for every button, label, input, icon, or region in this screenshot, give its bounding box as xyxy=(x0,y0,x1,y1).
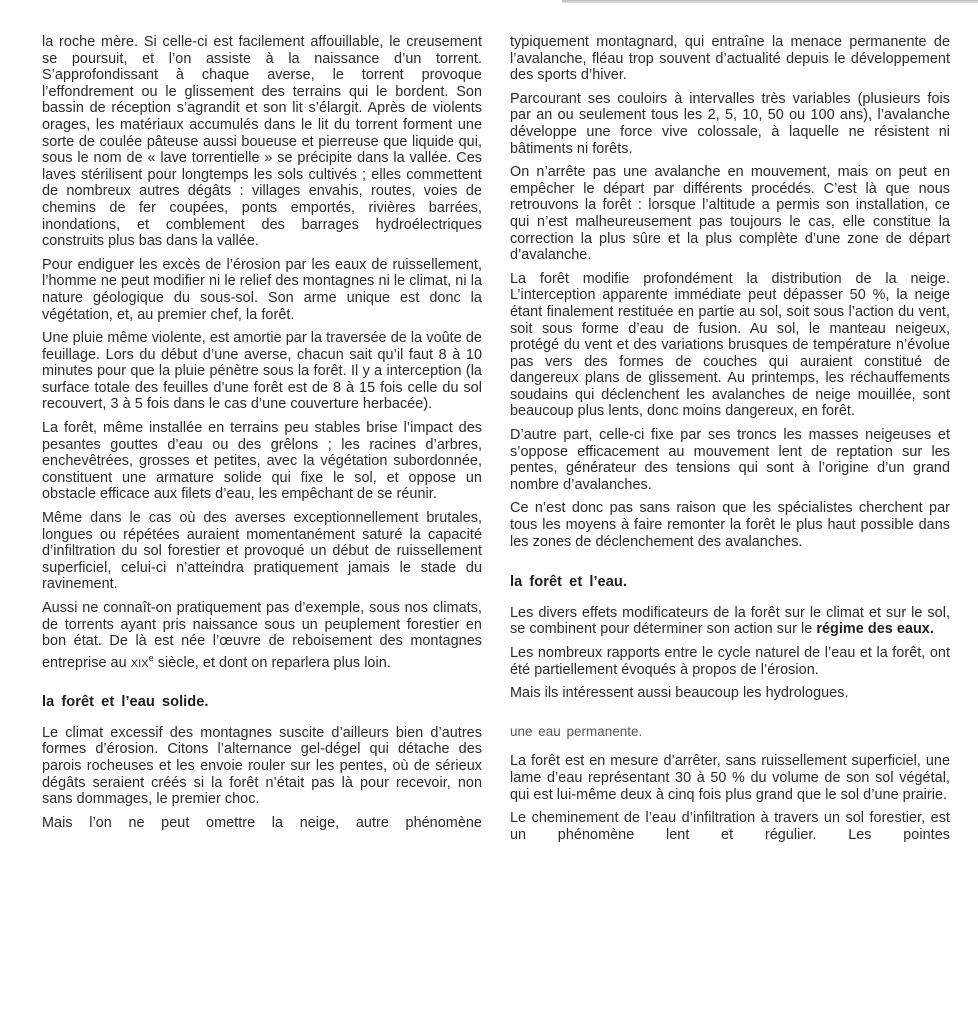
paragraph: La forêt est en mesure d’arrêter, sans ruissellement superficiel, une lame d’eau représentant 30 à 50 % du volume de son sol végétal, qui est lui-même deux à cinq fois plus grand que le sol d’une prairie. xyxy=(510,753,950,803)
paragraph xyxy=(510,605,950,638)
paragraph: Mais l’on ne peut omettre la neige, autre phénomène xyxy=(42,814,482,831)
paragraph: Parcourant ses couloirs à intervalles très variables (plusieurs fois par an ou seulement tous les 2, 5, 10, 50 ou 100 ans), l’avalanche développe une force vive colossale, à laquelle ne résistent ni bâtiments ni forêts. xyxy=(510,90,950,157)
right-column xyxy=(510,34,950,850)
section-heading: la forêt et l’eau. xyxy=(510,574,627,591)
paragraph: la roche mère. Si celle-ci est facilement affouillable, le creusement se poursuit, et l’on assiste à la naissance d’un torrent. S’approfondissant à chaque averse, le torrent provoque l’effondrement ou le glissement des terrains qui le bordent. Son bassin de réception s’agrandit et son lit s’élargit. Après de violents orages, les matériaux accumulés dans le lit du torrent forment une sorte de coulée pâteuse aussi boueuse et pierreuse que liquide qui, sous le nom de « lave torrentielle » se précipite dans la vallée. Ces laves stérilisent pour longtemps les sols cultivés ; elles commettent de nombreux autres dégâts : villages envahis, routes, voies de chemins de fer coupées, ponts emportés, rivières barrées, inondations, et comblement des barrages hydroélectriques construits plus bas dans la vallée. xyxy=(42,34,482,250)
paragraph-text: Aussi ne connaît-on pratiquement pas d’exemple, sous nos climats, de torrents ayant pris naissance sous un peuplement forestier en bon état. De là est née l’œuvre de reboisement des montagnes entreprise au xyxy=(42,600,482,671)
bold-term: régime des eaux. xyxy=(816,621,934,638)
paragraph: Ce n’est donc pas sans raison que les spécialistes cherchent par tous les moyens à faire remonter la forêt le plus haut possible dans les zones de déclenchement des avalanches. xyxy=(510,500,950,550)
paragraph xyxy=(42,600,482,672)
century-numeral: XIX xyxy=(130,657,149,670)
paragraph: typiquement montagnard, qui entraîne la menace permanente de l’avalanche, fléau trop souvent d’actualité depuis le développement des sports d’hiver. xyxy=(510,34,950,84)
century-superscript: e xyxy=(148,652,154,663)
paragraph: Le cheminement de l’eau d’infiltration à travers un sol forestier, est un phénomène lent et régulier. Les pointes xyxy=(510,810,950,843)
subheading: une eau permanente. xyxy=(510,723,643,739)
paragraph: La forêt modifie profondément la distribution de la neige. L’interception apparente immédiate peut dépasser 50 %, la neige étant finalement restituée en partie au sol, soit sous l’action du vent, soit sous forme d’eau de fusion. Au sol, le manteau neigeux, protégé du vent et des variations brusques de température n’évolue pas vers des formes de couches qui auraient constitué de dangereux plans de glissement. Au printemps, les réchauffements soudains qui déclenchent les avalanches de neige mouillée, sont beaucoup plus lents, donc moins dangereux, en forêt. xyxy=(510,270,950,420)
section-heading: la forêt et l’eau solide. xyxy=(42,694,209,711)
top-rule-line xyxy=(562,0,978,3)
left-column xyxy=(42,34,482,838)
paragraph: Le climat excessif des montagnes suscite d’ailleurs bien d’autres formes d’érosion. Citons l’alternance gel-dégel qui détache des parois rocheuses et les envoie rouler sur les pentes, où de sérieux dégâts seraient créés si la forêt n’était pas là pour recevoir, non sans dommages, le premier choc. xyxy=(42,724,482,808)
paragraph: D’autre part, celle-ci fixe par ses troncs les masses neigeuses et s’oppose efficacement au mouvement lent de reptation sur les pentes, générateur des tensions qui sont à l’origine d’un grand nombre d’avalanches. xyxy=(510,427,950,493)
paragraph: La forêt, même installée en terrains peu stables brise l’impact des pesantes gouttes d’eau ou des grêlons ; les racines d’arbres, enchevêtrées, grosses et petites, avec la végétation subordonnée, constituent une armature solide qui fixe le sol, et oppose un obstacle efficace aux filets d’eau, les empêchant de se réunir. xyxy=(42,420,482,503)
paragraph: On n’arrête pas une avalanche en mouvement, mais on peut en empêcher le départ par différents procédés. C’est là que nous retrouvons la forêt : lorsque l’altitude a permis son installation, ce qui n’est malheureusement pas toujours le cas, elle constitue la correction la plus sûre et la plus complète d’une zone de départ d’avalanche. xyxy=(510,164,950,264)
paragraph: Pour endiguer les excès de l’érosion par les eaux de ruissellement, l’homme ne peut modifier ni le relief des montagnes ni le climat, ni la nature géologique du sous-sol. Son arme unique est donc la végétation, et, au premier chef, la forêt. xyxy=(42,256,482,323)
paragraph-text: siècle, et dont on reparlera plus loin. xyxy=(153,654,391,671)
paragraph-text: Les divers effets modificateurs de la forêt sur le climat et sur le sol, se combinent pour déterminer son action sur le xyxy=(510,604,950,638)
paragraph: Une pluie même violente, est amortie par la traversée de la voûte de feuillage. Lors du début d’une averse, chacun sait qu’il faut 8 à 10 minutes pour que la pluie pénètre sous la forêt. Il y a interception (la surface totale des feuilles d’une forêt est de 8 à 15 fois celle du sol recouvert, 3 à 5 fois dans le cas d’une couverture herbacée). xyxy=(42,330,482,413)
paragraph: Même dans le cas où des averses exceptionnellement brutales, longues ou répétées auraient momentanément saturé la capacité d’infiltration du sol forestier et provoqué un début de ruissellement superficiel, celui-ci n’atteindra pratiquement jamais le stade du ravinement. xyxy=(42,510,482,593)
paragraph: Mais ils intéressent aussi beaucoup les hydrologues. xyxy=(510,685,849,702)
paragraph: Les nombreux rapports entre le cycle naturel de l’eau et la forêt, ont été partiellement évoqués à propos de l’érosion. xyxy=(510,645,950,678)
